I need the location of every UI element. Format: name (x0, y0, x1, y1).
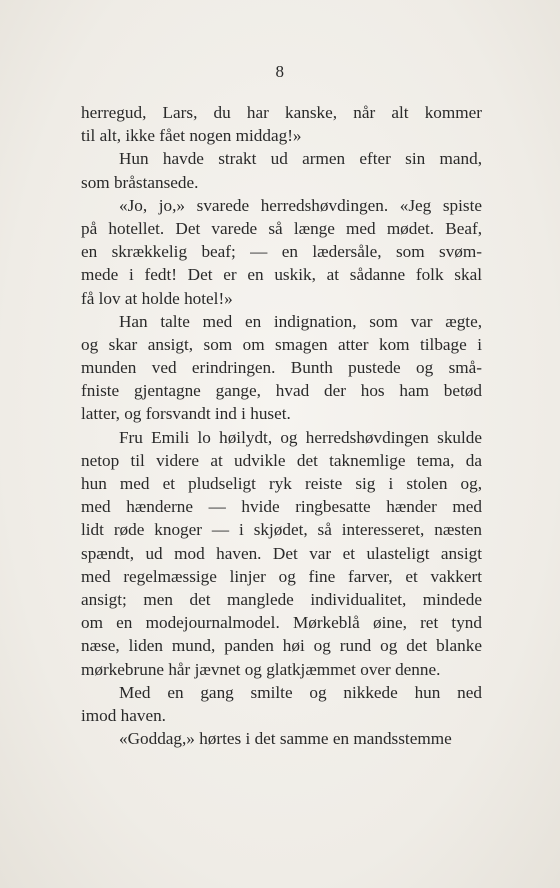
text-line: Han talte med en indignation, som var ægte, (119, 311, 482, 331)
text-line: og skar ansigt, som om smagen atter kom tilbage i (81, 334, 482, 354)
text-line: lidt røde knoger — i skjødet, så interesseret, næsten (81, 520, 482, 540)
text-line: «Jo, jo,» svarede herredshøvdingen. «Jeg spiste (119, 195, 482, 215)
body-text (81, 101, 482, 750)
text-line: spændt, ud mod haven. Det var et ulasteligt ansigt (81, 543, 482, 563)
text-line: som bråstansede. (81, 172, 199, 192)
text-line: herregud, Lars, du har kanske, når alt kommer (81, 103, 482, 122)
text-line: mørkebrune hår jævnet og glatkjæmmet over denne. (81, 659, 441, 679)
text-line: mede i fedt! Det er en uskik, at sådanne folk skal (81, 265, 482, 285)
paragraph (81, 147, 482, 193)
text-line: munden ved erindringen. Bunth pustede og små- (81, 358, 482, 378)
text-line: næse, liden mund, panden høi og rund og det blanke (81, 636, 482, 656)
text-line: få lov at holde hotel!» (81, 288, 233, 308)
text-line: ansigt; men det manglede individualitet, mindede (81, 589, 482, 609)
text-line: til alt, ikke fået nogen middag!» (81, 126, 302, 146)
text-line: med regelmæssige linjer og fine farver, et vakkert (81, 566, 482, 586)
text-line: om en modejournalmodel. Mørkeblå øine, ret tynd (81, 613, 482, 633)
text-line: Med en gang smilte og nikkede hun ned (119, 682, 482, 702)
text-line: fniste gjentagne gange, hvad der hos ham betød (81, 381, 482, 401)
page-number: 8 (275, 62, 285, 81)
paragraph (81, 101, 482, 147)
text-line: hun med et pludseligt ryk reiste sig i stolen og, (81, 474, 482, 493)
paragraph (81, 426, 482, 681)
text-line: med hænderne — hvide ringbesatte hænder med (81, 497, 482, 517)
text-line: «Goddag,» hørtes i det samme en mandsstemme (119, 729, 452, 749)
text-line: Fru Emili lo høilydt, og herredshøvdingen skulde (119, 427, 482, 447)
text-line: en skrækkelig beaf; — en lædersåle, som svøm- (81, 242, 482, 262)
paragraph (81, 194, 482, 310)
paragraph (81, 310, 482, 426)
text-line: på hotellet. Det varede så længe med mødet. Beaf, (81, 218, 482, 238)
text-line: imod haven. (81, 705, 166, 725)
text-line: Hun havde strakt ud armen efter sin mand, (119, 149, 482, 169)
text-line: latter, og forsvandt ind i huset. (81, 404, 291, 424)
paragraph (81, 727, 482, 750)
paragraph (81, 681, 482, 727)
text-line: netop til videre at udvikle det taknemlige tema, da (81, 450, 482, 470)
